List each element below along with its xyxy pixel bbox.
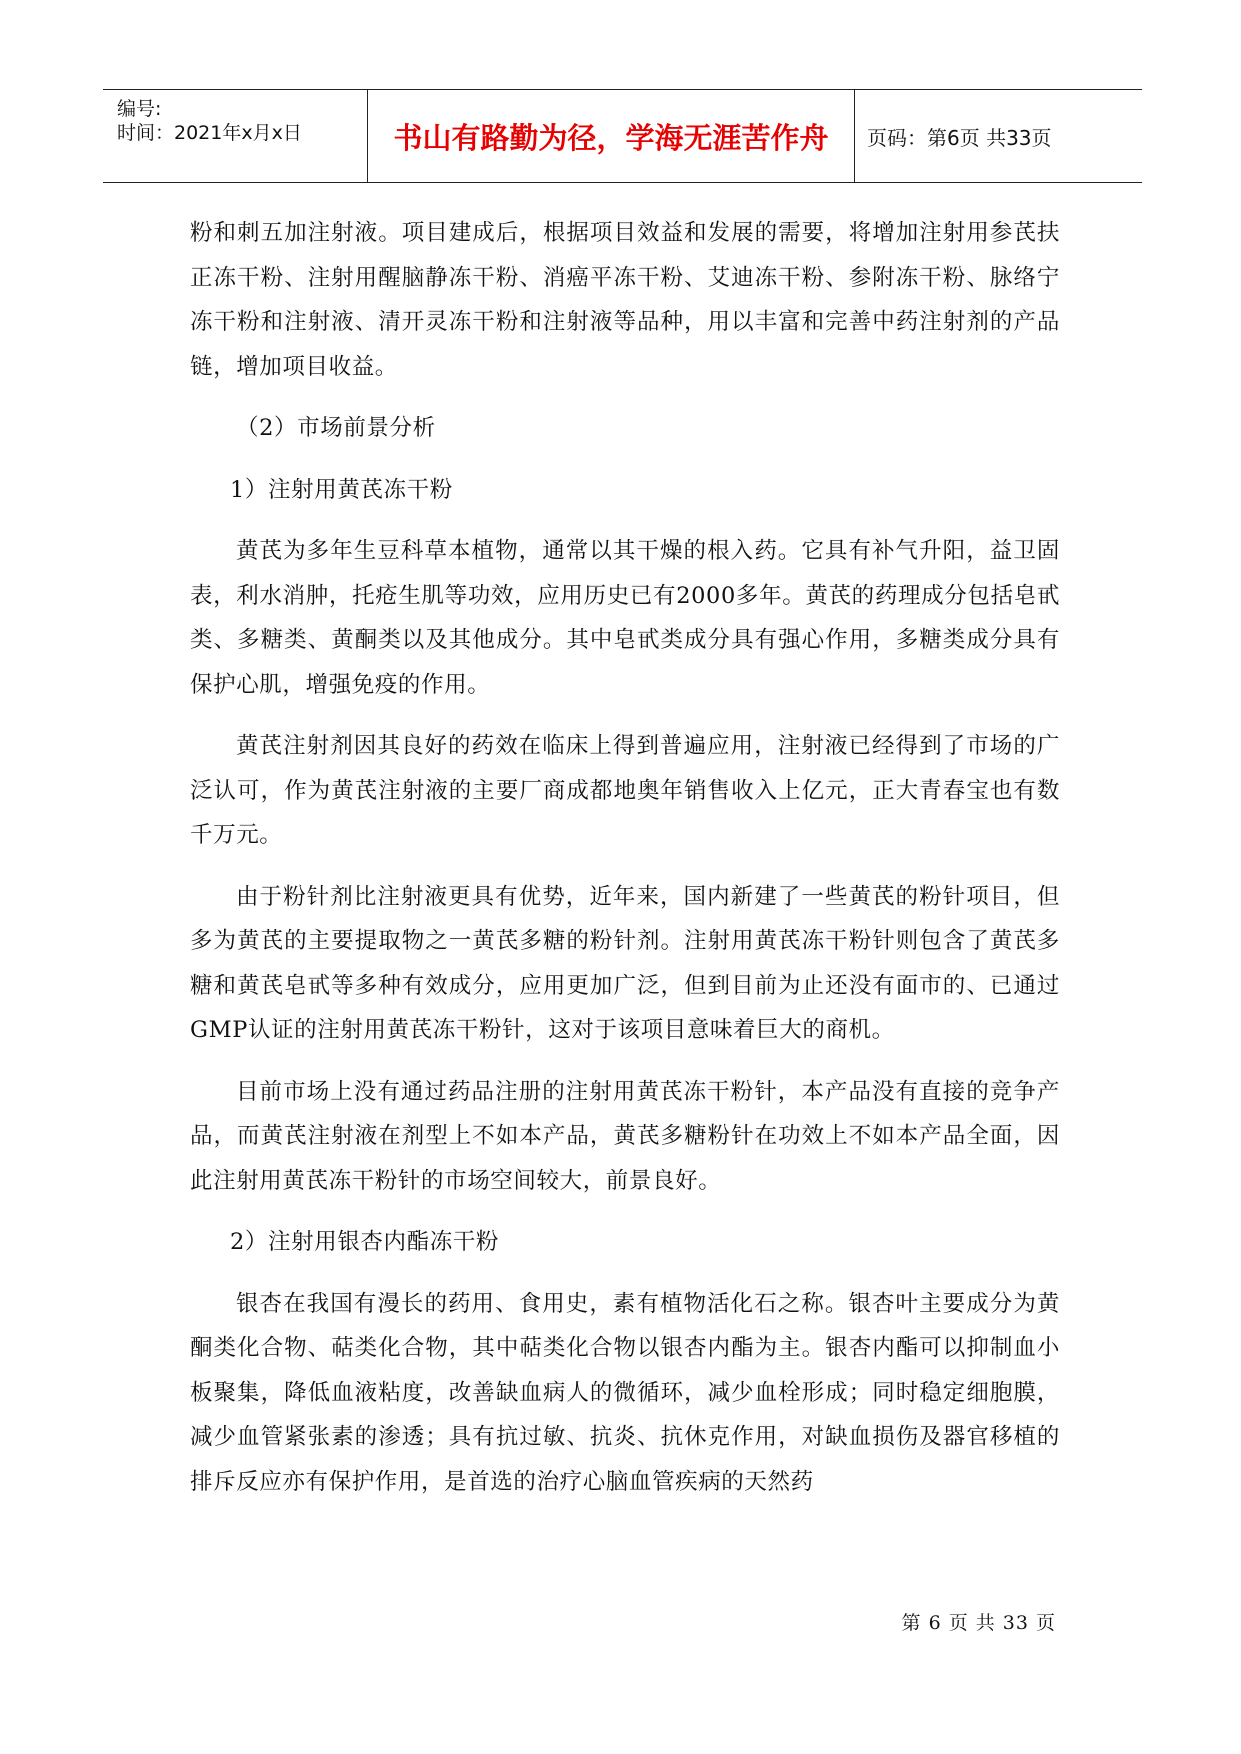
paragraph-astragalus-injection-market: 黄芪注射剂因其良好的药效在临床上得到普遍应用，注射液已经得到了市场的广泛认可，作为黄芪注射液的主要厂商成都地奥年销售收入上亿元，正大青春宝也有数千万元。 <box>190 733 1060 848</box>
document-body <box>190 211 1060 1521</box>
header-motto: 书山有路勤为径，学海无涯苦作舟 <box>393 120 829 155</box>
document-number-label: 编号: <box>117 98 162 120</box>
section-heading-market-outlook: （2）市场前景分析 <box>236 415 436 441</box>
page-header-table <box>103 89 1142 183</box>
header-left-cell <box>103 90 368 182</box>
page-footer-number: 第 6 页 共 33 页 <box>901 1612 1056 1634</box>
document-time-label: 时间：2021年x月x日 <box>117 122 302 144</box>
paragraph-intro-continuation: 粉和刺五加注射液。项目建成后，根据项目效益和发展的需要，将增加注射用参芪扶正冻干粉、注射用醒脑静冻干粉、消癌平冻干粉、艾迪冻干粉、参附冻干粉、脉络宁冻干粉和注射液、清开灵冻干粉和注射液等品种，用以丰富和完善中药注射剂的产品链，增加项目收益。 <box>190 220 1060 380</box>
paragraph-powder-advantage: 由于粉针剂比注射液更具有优势，近年来，国内新建了一些黄芪的粉针项目，但多为黄芪的主要提取物之一黄芪多糖的粉针剂。注射用黄芪冻干粉针则包含了黄芪多糖和黄芪皂甙等多种有效成分，应用更加广泛，但到目前为止还没有面市的、已通过GMP认证的注射用黄芪冻干粉针，这对于该项目意味着巨大的商机。 <box>190 883 1060 1043</box>
paragraph-ginkgo-overview: 银杏在我国有漫长的药用、食用史，素有植物活化石之称。银杏叶主要成分为黄酮类化合物、萜类化合物，其中萜类化合物以银杏内酯为主。银杏内酯可以抑制血小板聚集，降低血液粘度，改善缺血病人的微循环，减少血栓形成；同时稳定细胞膜，减少血管紧张素的渗透；具有抗过敏、抗炎、抗休克作用，对缺血损伤及器官移植的排斥反应亦有保护作用，是首选的治疗心脑血管疾病的天然药 <box>190 1290 1060 1495</box>
subheading-ginkgolide-powder: 2）注射用银杏内酯冻干粉 <box>230 1229 500 1255</box>
header-middle-cell <box>368 90 855 182</box>
paragraph-astragalus-overview: 黄芪为多年生豆科草本植物，通常以其干燥的根入药。它具有补气升阳，益卫固表，利水消肿，托疮生肌等功效，应用历史已有2000多年。黄芪的药理成分包括皂甙类、多糖类、黄酮类以及其他成分。其中皂甙类成分具有强心作用，多糖类成分具有保护心肌，增强免疫的作用。 <box>190 538 1060 698</box>
paragraph-competition: 目前市场上没有通过药品注册的注射用黄芪冻干粉针，本产品没有直接的竞争产品，而黄芪注射液在剂型上不如本产品，黄芪多糖粉针在功效上不如本产品全面，因此注射用黄芪冻干粉针的市场空间较大，前景良好。 <box>190 1078 1060 1194</box>
header-right-cell <box>855 90 1142 182</box>
header-page-code: 页码：第6页 共33页 <box>867 125 1052 150</box>
subheading-astragalus-powder: 1）注射用黄芪冻干粉 <box>230 476 453 503</box>
